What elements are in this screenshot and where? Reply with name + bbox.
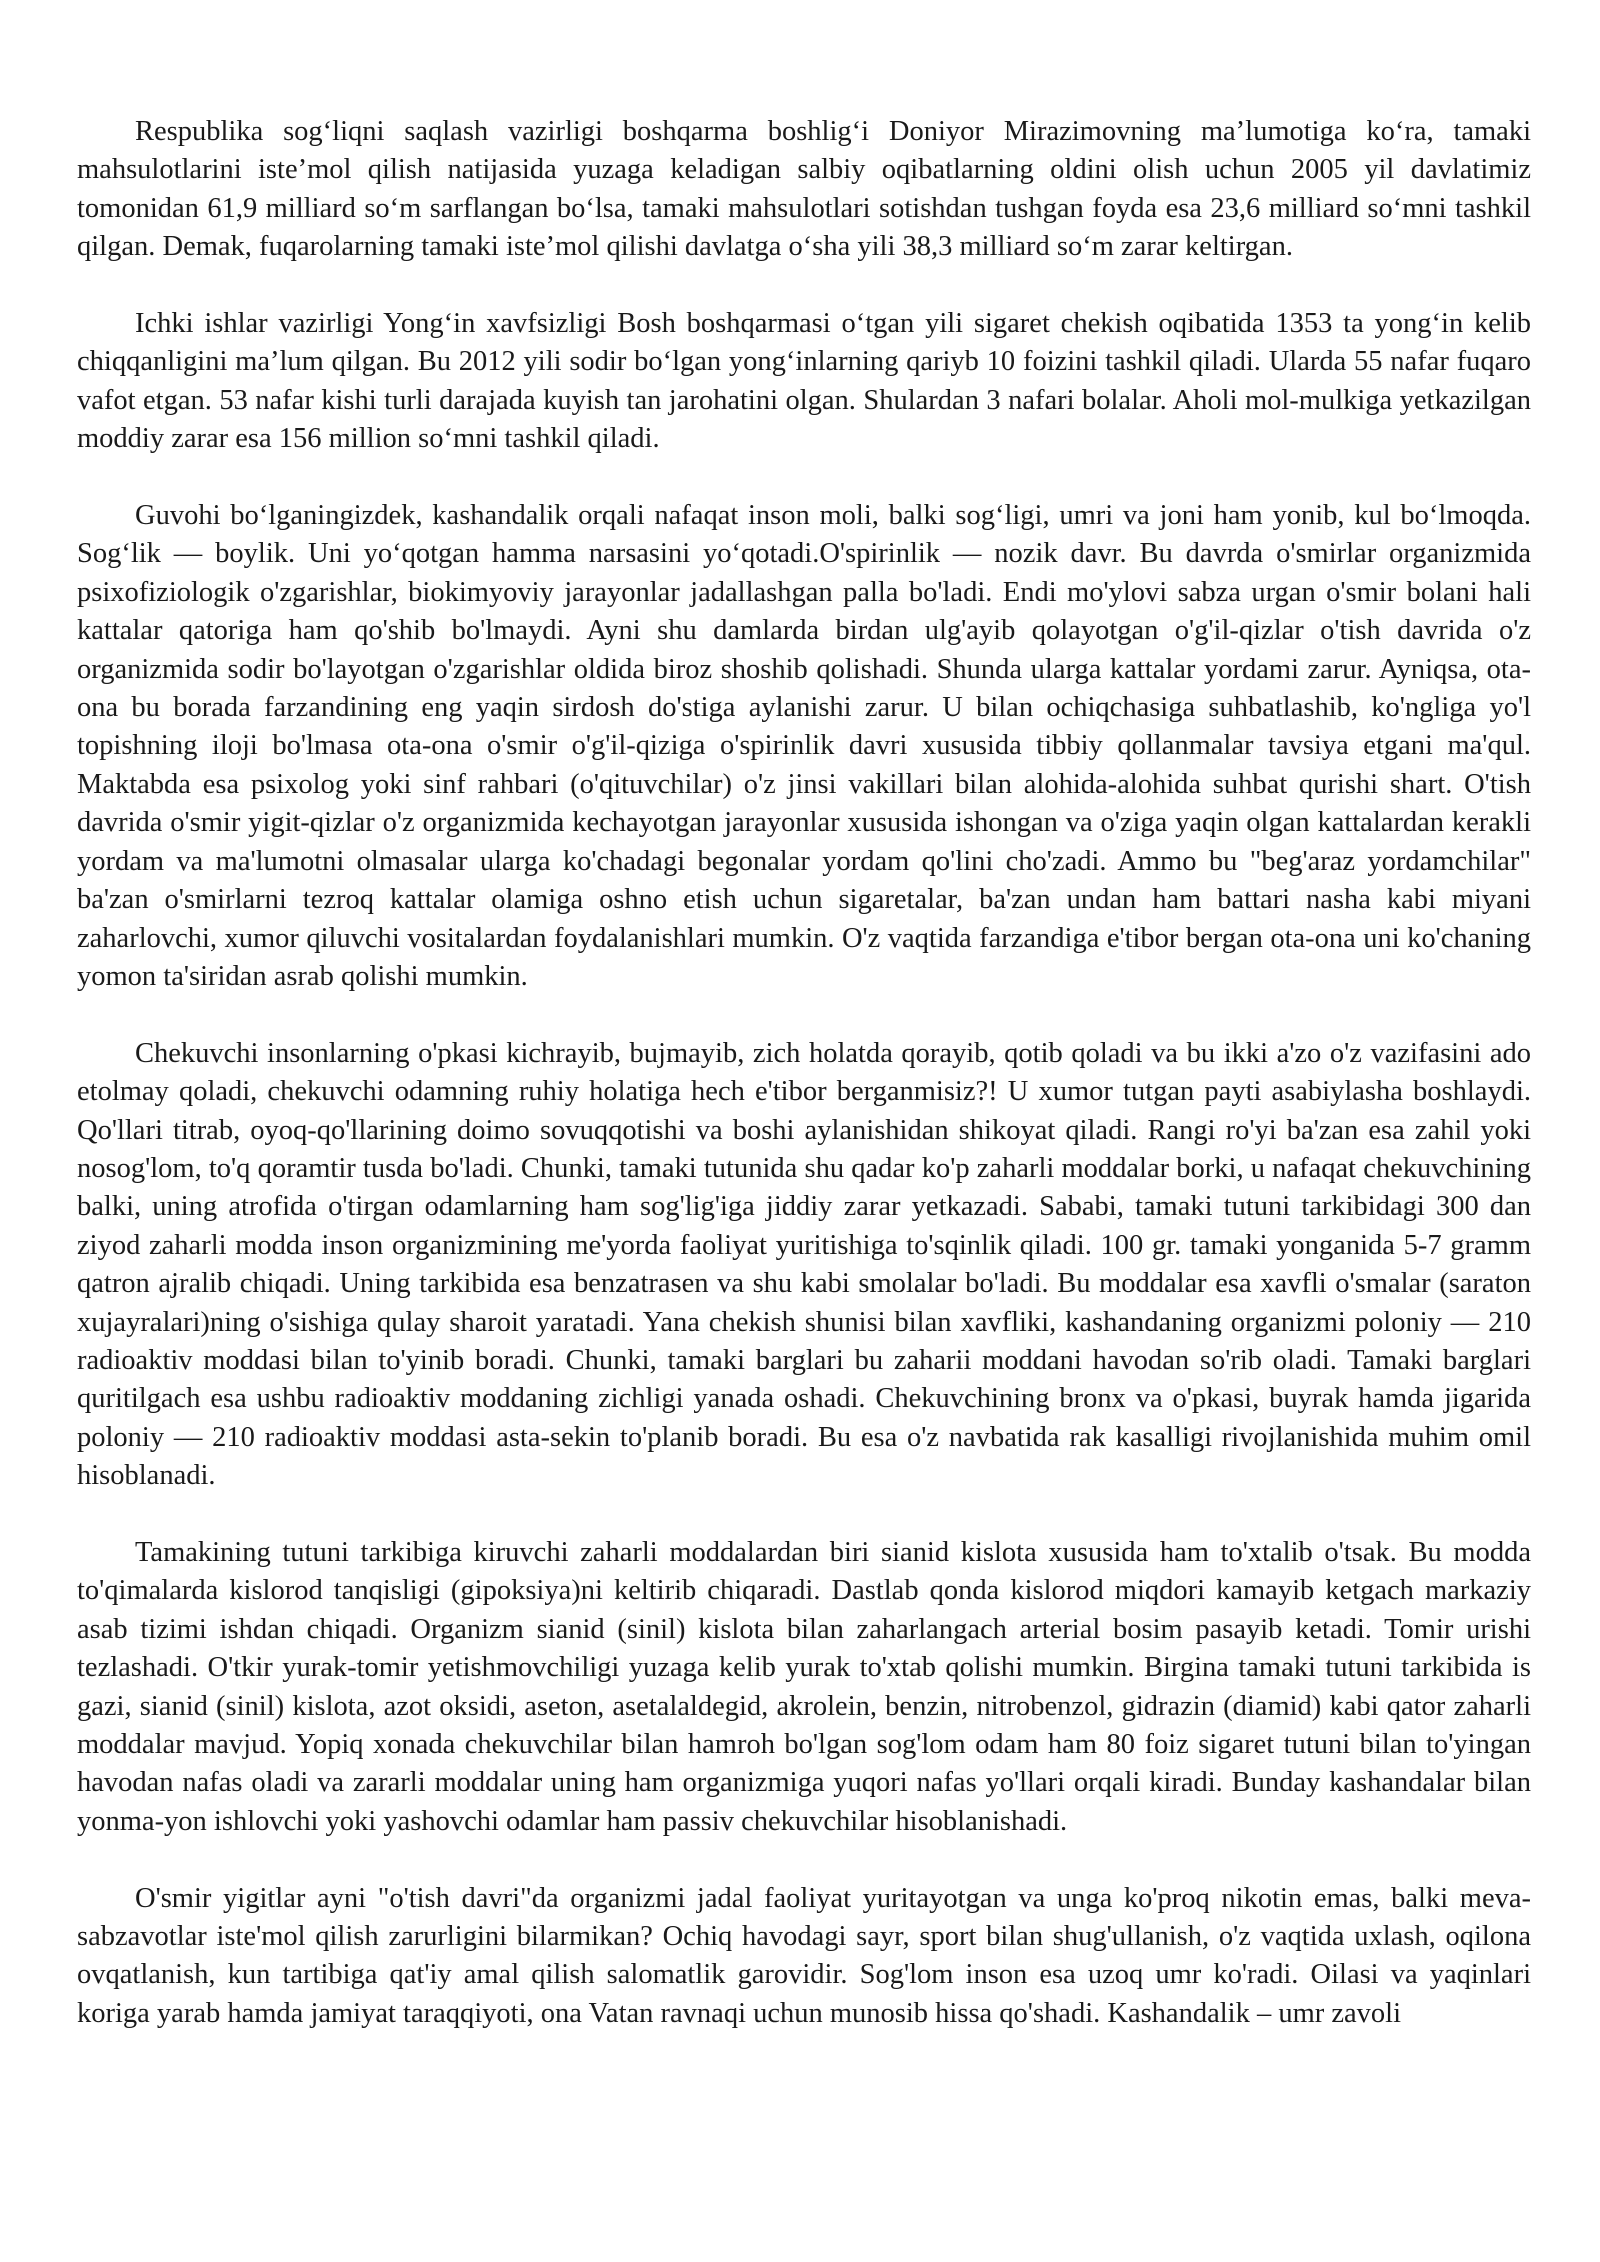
paragraph-cyanide-toxins: Tamakining tutuni tarkibiga kiruvchi zaharli moddalardan biri sianid kislota xususida ham to'xtalib o'tsak. Bu modda to'qimalarda kislorod tanqisligi (gipoksiya)ni keltirib chiqaradi. Dastlab qonda kislorod miqdori kamayib ketgach markaziy asab tizimi ishdan chiqadi. Organizm sianid (sinil) kislota bilan zaharlangach arterial bosim pasayib ketadi. Tomir urishi tezlashadi. O'tkir yurak-tomir yetishmovchiligi yuzaga kelib yurak to'xtab qolishi mumkin. Birgina tamaki tutuni tarkibida is gazi, sianid (sinil) kislota, azot oksidi, aseton, asetalaldegid, akrolein, benzin, nitrobenzol, gidrazin (diamid) kabi qator zaharli moddalar mavjud. Yopiq xonada chekuvchilar bilan hamroh bo'lgan sog'lom odam ham 80 foiz sigaret tutuni bilan to'yingan havodan nafas oladi va zararli moddalar uning ham organizmiga yuqori nafas yo'llari orqali kiradi. Bunday kashandalar bilan yonma-yon ishlovchi yoki yashovchi odamlar ham passiv chekuvchilar hisoblanishadi. [77, 1536, 1531, 1837]
paragraph-fire-safety-statistics: Ichki ishlar vazirligi Yong‘in xavfsizligi Bosh boshqarmasi o‘tgan yili sigaret chekish oqibatida 1353 ta yong‘in kelib chiqqanligini ma’lum qilgan. Bu 2012 yili sodir bo‘lgan yong‘inlarning qariyb 10 foizini tashkil qiladi. Ularda 55 nafar fuqaro vafot etgan. 53 nafar kishi turli darajada kuyish tan jarohatini olgan. Shulardan 3 nafari bolalar. Aholi mol-mulkiga yetkazilgan moddiy zarar esa 156 million so‘mni tashkil qiladi. [77, 308, 1531, 455]
paragraph-adolescence: Guvohi bo‘lganingizdek, kashandalik orqali nafaqat inson moli, balki sog‘ligi, umri va joni ham yonib, kul bo‘lmoqda. Sog‘lik — boylik. Uni yo‘qotgan hamma narsasini yo‘qotadi.O'spirinlik — nozik davr. Bu davrda o'smirlar organizmida psixofiziologik o'zgarishlar, biokimyoviy jarayonlar jadallashgan palla bo'ladi. Endi mo'ylovi sabza urgan o'smir bolani hali kattalar qatoriga ham qo'shib bo'lmaydi. Ayni shu damlarda birdan ulg'ayib qolayotgan o'g'il-qizlar o'tish davrida o'z organizmida sodir bo'layotgan o'zgarishlar oldida biroz shoshib qolishadi. Shunda ularga kattalar yordami zarur. Ayniqsa, ota-ona bu borada farzandining eng yaqin sirdosh do'stiga aylanishi zarur. U bilan ochiqchasiga suhbatlashib, ko'ngliga yo'l topishning iloji bo'lmasa ota-ona o'smir o'g'il-qiziga o'spirinlik davri xususida tibbiy qollanmalar tavsiya etgani ma'qul. Maktabda esa psixolog yoki sinf rahbari (o'qituvchilar) o'z jinsi vakillari bilan alohida-alohida suhbat qurishi shart. O'tish davrida o'smir yigit-qizlar o'z organizmida kechayotgan jarayonlar xususida ishongan va o'ziga yaqin olgan kattalardan kerakli yordam va ma'lumotni olmasalar ularga ko'chadagi begonalar yordam qo'lini cho'zadi. Ammo bu "beg'araz yordamchilar" ba'zan o'smirlarni tezroq kattalar olamiga oshno etish uchun sigaretalar, ba'zan undan ham battari nasha kabi miyani zaharlovchi, xumor qiluvchi vositalardan foydalanishlari mumkin. O'z vaqtida farzandiga e'tibor bergan ota-ona uni ko'chaning yomon ta'siridan asrab qolishi mumkin. [77, 500, 1531, 992]
paragraph-health-ministry-costs: Respublika sog‘liqni saqlash vazirligi boshqarma boshlig‘i Doniyor Mirazimovning ma’lumotiga ko‘ra, tamaki mahsulotlarini iste’mol qilish natijasida yuzaga keladigan salbiy oqibatlarning oldini olish uchun 2005 yil davlatimiz tomonidan 61,9 milliard so‘m sarflangan bo‘lsa, tamaki mahsulotlari sotishdan tushgan foyda esa 23,6 milliard so‘mni tashkil qilgan. Demak, fuqarolarning tamaki iste’mol qilishi davlatga o‘sha yili 38,3 milliard so‘m zarar keltirgan. [77, 116, 1531, 263]
paragraph-healthy-lifestyle: O'smir yigitlar ayni "o'tish davri"da organizmi jadal faoliyat yuritayotgan va unga ko'proq nikotin emas, balki meva-sabzavotlar iste'mol qilish zarurligini bilarmikan? Ochiq havodagi sayr, sport bilan shug'ullanish, o'z vaqtida uxlash, oqilona ovqatlanish, kun tartibiga qat'iy amal qilish salomatlik garovidir. Sog'lom inson esa uzoq umr ko'radi. Oilasi va yaqinlari koriga yarab hamda jamiyat taraqqiyoti, ona Vatan ravnaqi uchun munosib hissa qo'shadi. Kashandalik – umr zavoli [77, 1882, 1531, 2029]
paragraph-smoker-health-effects: Chekuvchi insonlarning o'pkasi kichrayib, bujmayib, zich holatda qorayib, qotib qoladi va bu ikki a'zo o'z vazifasini ado etolmay qoladi, chekuvchi odamning ruhiy holatiga hech e'tibor berganmisiz?! U xumor tutgan payti asabiylasha boshlaydi. Qo'llari titrab, oyoq-qo'llarining doimo sovuqqotishi va boshi aylanishidan shikoyat qiladi. Rangi ro'yi ba'zan esa zahil yoki nosog'lom, to'q qoramtir tusda bo'ladi. Chunki, tamaki tutunida shu qadar ko'p zaharli moddalar borki, u nafaqat chekuvchining balki, uning atrofida o'tirgan odamlarning ham sog'lig'iga jiddiy zarar yetkazadi. Sababi, tamaki tutuni tarkibidagi 300 dan ziyod zaharli modda inson organizmining me'yorda faoliyat yuritishiga to'sqinlik qiladi. 100 gr. tamaki yonganida 5-7 gramm qatron ajralib chiqadi. Uning tarkibida esa benzatrasen va shu kabi smolalar bo'ladi. Bu moddalar esa xavfli o'smalar (saraton xujayralari)ning o'sishiga qulay sharoit yaratadi. Yana chekish shunisi bilan xavfliki, kashandaning organizmi poloniy — 210 radioaktiv moddasi bilan to'yinib boradi. Chunki, tamaki barglari bu zaharii moddani havodan so'rib oladi. Tamaki barglari quritilgach esa ushbu radioaktiv moddaning zichligi yanada oshadi. Chekuvchining bronx va o'pkasi, buyrak hamda jigarida poloniy — 210 radioaktiv moddasi asta-sekin to'planib boradi. Bu esa o'z navbatida rak kasalligi rivojlanishida muhim omil hisoblanadi. [77, 1037, 1531, 1492]
document-body [77, 113, 1531, 2033]
